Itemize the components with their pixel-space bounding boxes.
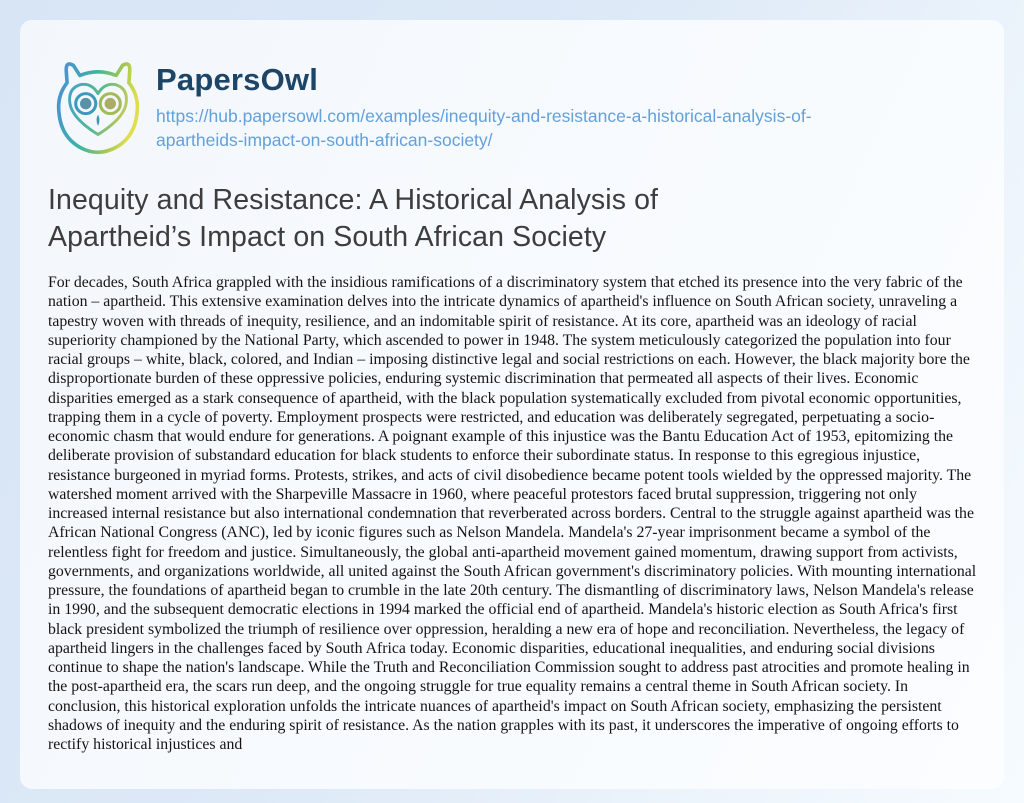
document-card — [20, 20, 1004, 789]
brand-title[interactable]: PapersOwl — [156, 62, 319, 97]
header-text — [156, 60, 868, 152]
source-url-link[interactable]: https://hub.papersowl.com/examples/inequity-and-resistance-a-historical-analysis-of-apartheids-impact-on-south-african-society/ — [156, 105, 812, 150]
essay-body: For decades, South Africa grappled with the insidious ramifications of a discriminatory system that etched its presence into the very fabric of the nation – apartheid. This extensive examination delves into the intricate dynamics of apartheid's influence on South African society, unraveling a tapestry woven with threads of inequity, resilience, and an indomitable spirit of resistance. At its core, apartheid was an ideology of racial superiority championed by the National Party, which ascended to power in 1948. The system meticulously categorized the population into four racial groups – white, black, colored, and Indian – imposing distinctive legal and social restrictions on each. However, the black majority bore the disproportionate burden of these oppressive policies, enduring systemic discrimination that permeated all aspects of their lives. Economic disparities emerged as a stark consequence of apartheid, with the black population systematically excluded from pivotal economic opportunities, trapping them in a cycle of poverty. Employment prospects were restricted, and education was deliberately segregated, perpetuating a socio-economic chasm that would endure for generations. A poignant example of this injustice was the Bantu Education Act of 1953, epitomizing the deliberate provision of substandard education for black students to enforce their subordinate status. In response to this egregious injustice, resistance burgeoned in myriad forms. Protests, strikes, and acts of civil disobedience became potent tools wielded by the oppressed majority. The watershed moment arrived with the Sharpeville Massacre in 1960, where peaceful protestors faced brutal suppression, triggering not only increased internal resistance but also international condemnation that reverberated across borders. Central to the struggle against apartheid was the African National Congress (ANC), led by iconic figures such as Nelson Mandela. Mandela's 27-year imprisonment became a symbol of the relentless fight for freedom and justice. Simultaneously, the global anti-apartheid movement gained momentum, drawing support from activists, governments, and organizations worldwide, all united against the South African government's discriminatory policies. With mounting international pressure, the foundations of apartheid began to crumble in the late 20th century. The dismantling of discriminatory laws, Nelson Mandela's release in 1990, and the subsequent democratic elections in 1994 marked the official end of apartheid. Mandela's historic election as South Africa's first black president symbolized the triumph of resilience over oppression, heralding a new era of hope and reconciliation. Nevertheless, the legacy of apartheid lingers in the challenges faced by South Africa today. Economic disparities, educational inequalities, and enduring social divisions continue to shape the nation's landscape. While the Truth and Reconciliation Commission sought to address past atrocities and promote healing in the post-apartheid era, the scars run deep, and the ongoing struggle for true equality remains a central theme in South African society. In conclusion, this historical exploration unfolds the intricate nuances of apartheid's impact on South African society, emphasizing the persistent shadows of inequity and the enduring spirit of resistance. As the nation grapples with its past, it underscores the imperative of ongoing efforts to rectify historical injustices and — [48, 274, 977, 753]
papersowl-owl-logo[interactable] — [52, 60, 144, 160]
owl-beak — [97, 115, 100, 126]
owl-right-eye — [105, 98, 116, 109]
owl-left-eye — [80, 98, 91, 109]
header — [52, 60, 976, 160]
page-title: Inequity and Resistance: A Historical Analysis of Apartheid’s Impact on South African Society — [48, 184, 659, 253]
